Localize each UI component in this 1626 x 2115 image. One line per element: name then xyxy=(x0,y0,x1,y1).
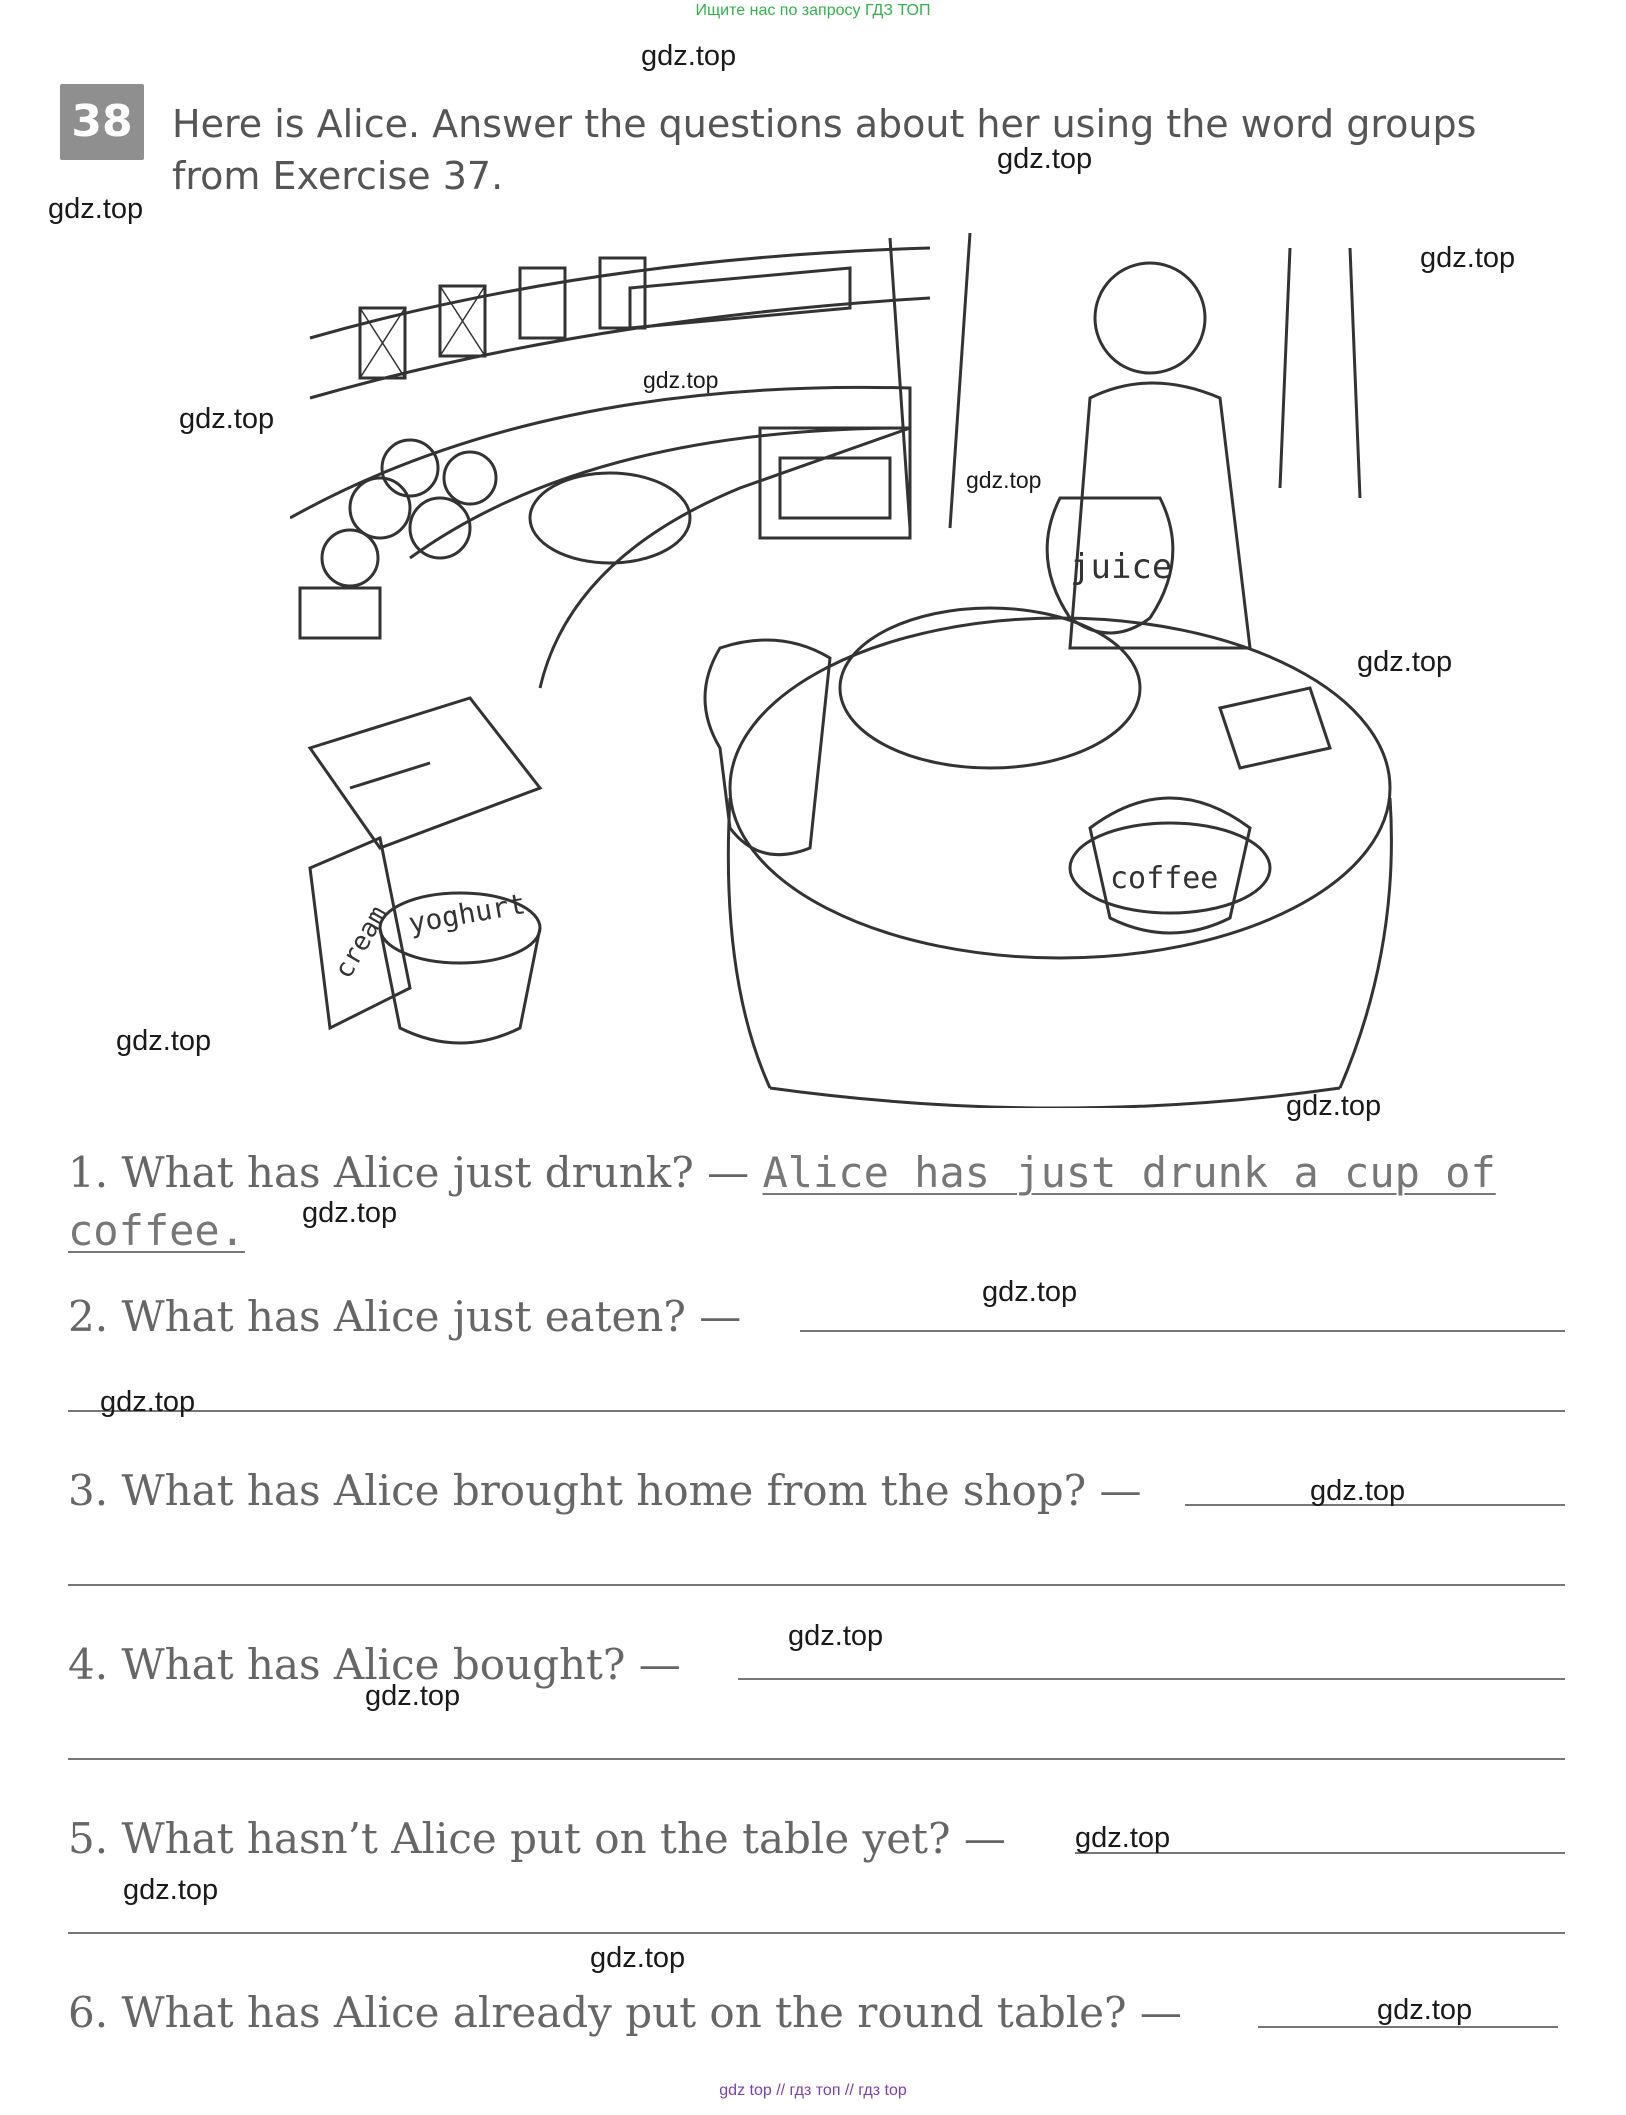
watermark: gdz.top xyxy=(302,1197,398,1229)
question-1-answer: Alice has just drunk a cup of xyxy=(762,1148,1496,1197)
answer-line-5b[interactable] xyxy=(68,1932,1565,1934)
question-6-number: 6. xyxy=(68,1988,109,2037)
watermark: gdz.top xyxy=(643,367,719,393)
footer-links[interactable]: gdz top // гдз топ // гдз top xyxy=(719,2082,907,2099)
watermark: gdz.top xyxy=(590,1942,686,1974)
watermark: gdz.top xyxy=(966,467,1042,493)
watermark: gdz.top xyxy=(1420,242,1516,274)
answer-line-2b[interactable] xyxy=(68,1410,1565,1412)
question-1-answer-line-2: coffee. xyxy=(68,1206,246,1255)
watermark: gdz.top xyxy=(982,1276,1078,1308)
answer-line-4a[interactable] xyxy=(738,1678,1565,1680)
yoghurt-label: yoghurt xyxy=(405,887,528,941)
watermark: gdz.top xyxy=(788,1620,884,1652)
watermark: gdz.top xyxy=(997,143,1093,175)
exercise-number: 38 xyxy=(60,84,144,160)
question-3-number: 3. xyxy=(68,1466,109,1515)
coffee-label: coffee xyxy=(1110,861,1219,896)
watermark: gdz.top xyxy=(1310,1475,1406,1507)
cream-label: cream xyxy=(328,901,394,984)
question-1 xyxy=(68,1148,1496,1197)
watermark: gdz.top xyxy=(365,1680,461,1712)
question-3 xyxy=(68,1466,1142,1515)
exercise-instruction xyxy=(172,98,1572,202)
watermark: gdz.top xyxy=(123,1874,219,1906)
question-5 xyxy=(68,1814,1006,1863)
answer-line-4b[interactable] xyxy=(68,1758,1565,1760)
question-4-text: What has Alice bought? — xyxy=(121,1640,681,1689)
watermark: gdz.top xyxy=(641,40,737,72)
answer-line-3b[interactable] xyxy=(68,1584,1565,1586)
watermark: gdz.top xyxy=(1357,646,1453,678)
question-1-number: 1. xyxy=(68,1148,109,1197)
watermark: gdz.top xyxy=(48,193,144,225)
question-5-number: 5. xyxy=(68,1814,109,1863)
watermark: gdz.top xyxy=(1075,1822,1171,1854)
watermark: gdz.top xyxy=(1286,1090,1382,1122)
question-2-text: What has Alice just eaten? — xyxy=(121,1292,742,1341)
question-1-answer-cont xyxy=(68,1206,245,1255)
question-2-number: 2. xyxy=(68,1292,109,1341)
kitchen-illustration xyxy=(290,228,1410,1108)
watermark: gdz.top xyxy=(1377,1994,1473,2026)
watermark: gdz.top xyxy=(116,1025,212,1057)
question-4-number: 4. xyxy=(68,1640,109,1689)
question-5-text: What hasn’t Alice put on the table yet? — xyxy=(121,1814,1006,1863)
question-1-text: What has Alice just drunk? — xyxy=(121,1148,750,1197)
instruction-line-2: from Exercise 37. xyxy=(172,154,504,198)
watermark: gdz.top xyxy=(100,1386,196,1418)
answer-line-2a[interactable] xyxy=(800,1330,1565,1332)
instruction-line-1: Here is Alice. Answer the questions about her using the word groups xyxy=(172,102,1477,146)
juice-label: juice xyxy=(1070,547,1173,587)
question-3-text: What has Alice brought home from the shop? — xyxy=(121,1466,1142,1515)
search-banner[interactable]: Ищите нас по запросу ГДЗ ТОП xyxy=(695,2,931,19)
question-2 xyxy=(68,1292,741,1341)
question-6-text: What has Alice already put on the round table? — xyxy=(121,1988,1182,2037)
question-6 xyxy=(68,1988,1182,2037)
watermark: gdz.top xyxy=(179,403,275,435)
